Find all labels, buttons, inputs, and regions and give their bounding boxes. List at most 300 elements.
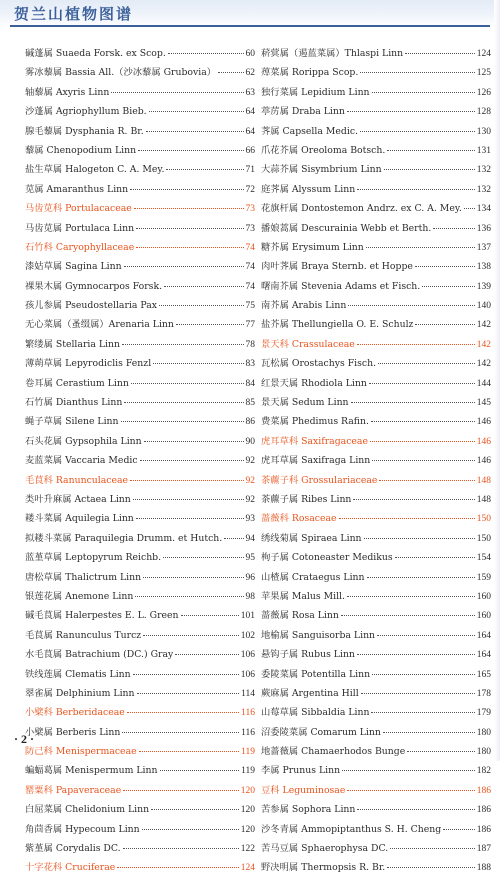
entry-page-number: 138 <box>476 262 491 273</box>
entry-page-number: 73 <box>245 204 255 215</box>
dot-leader <box>369 383 475 384</box>
toc-genus-entry <box>261 801 491 820</box>
entry-name: 裸果木属 Gymnocarpos Forsk. <box>25 280 163 292</box>
dot-leader <box>166 169 243 170</box>
dot-leader <box>144 441 244 442</box>
entry-name: 山莓草属 Sibbaldia Linn <box>261 707 370 719</box>
toc-genus-entry <box>25 297 255 316</box>
entry-name: 银莲花属 Anemone Linn <box>25 590 134 602</box>
entry-name: 碱蓬属 Suaeda Forsk. ex Scop. <box>25 48 166 59</box>
toc-genus-entry <box>261 607 491 626</box>
dot-leader <box>357 344 475 345</box>
toc-genus-entry <box>25 375 255 394</box>
dot-leader <box>367 577 475 578</box>
entry-name: 藜属 Chenopodium Linn <box>25 144 137 156</box>
entry-name: 麦蓝菜属 Vaccaria Medic <box>25 455 138 467</box>
entry-name: 景天科 Crassulaceae <box>261 338 355 350</box>
toc-family-entry <box>25 782 255 801</box>
page-number: · 2 · <box>14 732 35 746</box>
dot-leader <box>405 53 475 54</box>
entry-page-number: 96 <box>245 572 255 583</box>
entry-page-number: 154 <box>476 553 491 564</box>
entry-page-number: 150 <box>476 514 491 525</box>
dot-leader <box>351 402 475 403</box>
dot-leader <box>131 383 244 384</box>
dot-leader <box>383 732 475 733</box>
entry-page-number: 92 <box>245 475 255 486</box>
entry-name: 豆科 Leguminosae <box>261 784 346 796</box>
entry-name: 碱毛茛属 Halerpestes E. L. Green <box>25 610 179 622</box>
toc-genus-entry <box>25 45 255 64</box>
toc-genus-entry <box>261 142 491 161</box>
dot-leader <box>379 480 474 481</box>
dot-leader <box>360 72 474 73</box>
toc-genus-entry <box>261 161 491 180</box>
entry-page-number: 116 <box>241 708 255 719</box>
toc-genus-entry <box>25 685 255 704</box>
dot-leader <box>164 286 243 287</box>
entry-name: 爪花芥属 Oreoloma Botsch. <box>261 144 386 156</box>
entry-name: 盐生草属 Halogeton C. A. Mey. <box>25 164 165 176</box>
dot-leader <box>347 790 474 791</box>
toc-genus-entry <box>25 510 255 529</box>
toc-genus-entry <box>25 491 255 510</box>
toc-genus-entry <box>261 316 491 335</box>
toc-family-entry <box>261 433 491 452</box>
toc-genus-entry <box>261 181 491 200</box>
toc-genus-entry <box>261 258 491 277</box>
entry-name: 十字花科 Cruciferae <box>25 862 116 874</box>
entry-name: 雾冰藜属 Bassia All.（沙冰藜属 Grubovia） <box>25 67 217 79</box>
entry-page-number: 132 <box>476 184 491 195</box>
entry-page-number: 77 <box>245 320 255 331</box>
entry-name: 沙冬青属 Ammopiptanthus S. H. Cheng <box>261 823 442 835</box>
entry-name: 葶苈属 Draba Linn <box>261 106 345 118</box>
dot-leader <box>361 693 475 694</box>
entry-name: 独行菜属 Lepidium Linn <box>261 86 370 98</box>
entry-name: 漆姑草属 Sagina Linn <box>25 261 122 273</box>
entry-name: 虎耳草属 Saxifraga Linn <box>261 455 371 467</box>
dot-leader <box>372 674 475 675</box>
entry-name: 腺毛藜属 Dysphania R. Br. <box>25 125 144 137</box>
dot-leader <box>142 829 239 830</box>
toc-genus-entry <box>25 821 255 840</box>
entry-page-number: 160 <box>476 611 491 622</box>
entry-page-number: 74 <box>245 262 255 273</box>
toc-genus-entry <box>261 394 491 413</box>
dot-leader <box>366 247 475 248</box>
toc-left-column <box>25 45 255 879</box>
dot-leader <box>133 674 239 675</box>
dot-leader <box>347 596 475 597</box>
entry-page-number: 137 <box>476 242 491 253</box>
entry-page-number: 74 <box>245 242 255 253</box>
entry-name: 罂粟科 Papaveraceae <box>25 784 122 796</box>
dot-leader <box>123 848 239 849</box>
entry-page-number: 178 <box>476 688 491 699</box>
entry-page-number: 146 <box>476 417 491 428</box>
dot-leader <box>117 867 238 868</box>
toc-genus-entry <box>25 530 255 549</box>
dot-leader <box>433 228 474 229</box>
toc-genus-entry <box>25 607 255 626</box>
entry-name: 唐松草属 Thalictrum Linn <box>25 571 142 583</box>
dot-leader <box>143 635 239 636</box>
dot-leader <box>443 829 475 830</box>
entry-page-number: 106 <box>240 669 255 680</box>
entry-page-number: 85 <box>245 398 255 409</box>
toc-genus-entry <box>25 278 255 297</box>
entry-name: 翠雀属 Delphinium Linn <box>25 687 135 699</box>
toc-genus-entry <box>261 297 491 316</box>
entry-page-number: 120 <box>240 785 255 796</box>
entry-name: 沼委陵菜属 Comarum Linn <box>261 726 381 738</box>
entry-name: 沙蓬属 Agriophyllum Bieb. <box>25 106 147 118</box>
entry-page-number: 73 <box>245 223 255 234</box>
toc-genus-entry <box>25 646 255 665</box>
dot-leader <box>415 324 474 325</box>
entry-name: 庭荠属 Alyssum Linn <box>261 183 356 195</box>
dot-leader <box>378 363 475 364</box>
entry-page-number: 72 <box>245 184 255 195</box>
dot-leader <box>176 324 244 325</box>
dot-leader <box>357 809 474 810</box>
dot-leader <box>139 751 239 752</box>
dot-leader <box>371 421 475 422</box>
entry-page-number: 187 <box>476 844 491 855</box>
entry-name: 小檗科 Berberidaceae <box>25 707 125 719</box>
dot-leader <box>124 402 243 403</box>
dot-leader <box>122 344 244 345</box>
toc-genus-entry <box>261 704 491 723</box>
toc-genus-entry <box>25 569 255 588</box>
toc-genus-entry <box>25 801 255 820</box>
entry-page-number: 75 <box>245 301 255 312</box>
toc-genus-entry <box>261 278 491 297</box>
entry-page-number: 120 <box>240 805 255 816</box>
dot-leader <box>181 615 239 616</box>
entry-name: 防己科 Menispermaceae <box>25 746 137 758</box>
toc-family-entry <box>25 743 255 762</box>
toc-genus-entry <box>25 666 255 685</box>
entry-name: 盐芥属 Thellungiella O. E. Schulz <box>261 319 414 331</box>
toc-genus-entry <box>25 762 255 781</box>
entry-page-number: 71 <box>245 165 255 176</box>
entry-name: 石竹属 Dianthus Linn <box>25 397 123 409</box>
entry-page-number: 116 <box>241 727 255 738</box>
toc-genus-entry <box>261 355 491 374</box>
header-rule <box>10 25 490 27</box>
entry-page-number: 134 <box>476 204 491 215</box>
entry-page-number: 95 <box>245 553 255 564</box>
entry-page-number: 102 <box>240 630 255 641</box>
toc-genus-entry <box>25 161 255 180</box>
entry-page-number: 164 <box>476 650 491 661</box>
entry-name: 绣线菊属 Spiraea Linn <box>261 532 362 544</box>
entry-name: 南芥属 Arabis Linn <box>261 300 347 312</box>
dot-leader <box>372 92 475 93</box>
toc-genus-entry <box>25 840 255 859</box>
dot-leader <box>357 189 475 190</box>
dot-leader <box>390 848 475 849</box>
dot-leader <box>133 499 244 500</box>
entry-page-number: 126 <box>476 87 491 98</box>
entry-page-number: 90 <box>245 436 255 447</box>
entry-name: 蝇子草属 Silene Linn <box>25 416 119 428</box>
entry-page-number: 186 <box>476 785 491 796</box>
toc-genus-entry <box>261 859 491 878</box>
entry-page-number: 64 <box>245 126 255 137</box>
entry-page-number: 114 <box>241 688 255 699</box>
entry-page-number: 98 <box>245 591 255 602</box>
dot-leader <box>347 111 475 112</box>
entry-name: 菥蓂属（遏蓝菜属）Thlaspi Linn <box>261 48 404 59</box>
entry-page-number: 83 <box>245 359 255 370</box>
entry-page-number: 164 <box>476 630 491 641</box>
dot-leader <box>130 189 243 190</box>
dot-leader <box>387 867 475 868</box>
toc-genus-entry <box>25 258 255 277</box>
entry-name: 卷耳属 Cerastium Linn <box>25 377 129 389</box>
toc-genus-entry <box>261 762 491 781</box>
entry-page-number: 180 <box>476 747 491 758</box>
entry-page-number: 124 <box>240 863 255 874</box>
entry-page-number: 148 <box>476 475 491 486</box>
entry-name: 拟耧斗菜属 Paraquilegia Drumm. et Hutch. <box>25 532 223 544</box>
entry-page-number: 186 <box>476 805 491 816</box>
toc-genus-entry <box>25 142 255 161</box>
dot-leader <box>121 421 244 422</box>
dot-leader <box>124 266 244 267</box>
entry-name: 苋属 Amaranthus Linn <box>25 183 129 195</box>
toc-genus-entry <box>25 355 255 374</box>
entry-name: 马齿苋科 Portulacaceae <box>25 203 132 215</box>
entry-name: 毛茛属 Ranunculus Turcz <box>25 629 142 641</box>
toc-family-entry <box>261 336 491 355</box>
dot-leader <box>218 72 243 73</box>
toc-genus-entry <box>261 588 491 607</box>
entry-page-number: 146 <box>476 456 491 467</box>
dot-leader <box>384 169 475 170</box>
entry-page-number: 125 <box>476 68 491 79</box>
dot-leader <box>153 363 243 364</box>
toc-genus-entry <box>25 413 255 432</box>
entry-page-number: 188 <box>476 863 491 874</box>
entry-name: 铁线莲属 Clematis Linn <box>25 668 131 680</box>
toc-family-entry <box>261 510 491 529</box>
book-title: 贺兰山植物图谱 <box>14 5 134 23</box>
dot-leader <box>168 53 244 54</box>
entry-page-number: 148 <box>476 494 491 505</box>
toc-genus-entry <box>25 452 255 471</box>
entry-name: 苹果属 Malus Mill. <box>261 590 345 602</box>
entry-page-number: 186 <box>476 824 491 835</box>
dot-leader <box>415 266 475 267</box>
entry-page-number: 119 <box>241 766 255 777</box>
entry-page-number: 146 <box>476 436 491 447</box>
entry-name: 景天属 Sedum Linn <box>261 397 349 409</box>
dot-leader <box>364 538 475 539</box>
dot-leader <box>136 228 243 229</box>
toc-genus-entry <box>25 123 255 142</box>
toc-genus-entry <box>25 588 255 607</box>
dot-leader <box>127 712 239 713</box>
toc-genus-entry <box>261 627 491 646</box>
entry-page-number: 101 <box>240 611 255 622</box>
dot-leader <box>371 712 474 713</box>
entry-name: 无心菜属（蚤缀属）Arenaria Linn <box>25 319 174 331</box>
entry-page-number: 136 <box>476 223 491 234</box>
entry-page-number: 86 <box>245 417 255 428</box>
entry-page-number: 142 <box>476 359 491 370</box>
entry-name: 蔷薇属 Rosa Linn <box>261 610 339 622</box>
toc-genus-entry <box>261 646 491 665</box>
toc-genus-entry <box>261 840 491 859</box>
entry-page-number: 140 <box>476 301 491 312</box>
dot-leader <box>143 577 243 578</box>
toc-genus-entry <box>261 549 491 568</box>
entry-page-number: 144 <box>476 378 491 389</box>
dot-leader <box>140 460 244 461</box>
dot-leader <box>122 732 239 733</box>
toc-right-column <box>261 45 491 879</box>
entry-name: 大蒜芥属 Sisymbrium Linn <box>261 164 382 176</box>
toc-genus-entry <box>25 84 255 103</box>
entry-name: 轴藜属 Axyris Linn <box>25 86 110 98</box>
toc-genus-entry <box>261 491 491 510</box>
dot-leader <box>370 441 475 442</box>
dot-leader <box>464 208 475 209</box>
dot-leader <box>395 557 475 558</box>
entry-page-number: 130 <box>476 126 491 137</box>
dot-leader <box>387 150 474 151</box>
entry-page-number: 92 <box>245 494 255 505</box>
entry-page-number: 119 <box>241 747 255 758</box>
entry-page-number: 66 <box>245 145 255 156</box>
entry-page-number: 165 <box>476 669 491 680</box>
toc-genus-entry <box>261 64 491 83</box>
entry-page-number: 139 <box>476 281 491 292</box>
entry-name: 苦马豆属 Sphaerophysa DC. <box>261 843 389 855</box>
toc-genus-entry <box>261 200 491 219</box>
entry-name: 虎耳草科 Saxifragaceae <box>261 435 368 447</box>
entry-name: 曙南芥属 Stevenia Adams et Fisch. <box>261 280 421 292</box>
toc-genus-entry <box>261 45 491 64</box>
entry-name: 石竹科 Caryophyllaceae <box>25 241 135 253</box>
toc-genus-entry <box>261 103 491 122</box>
dot-leader <box>353 499 474 500</box>
entry-name: 野决明属 Thermopsis R. Br. <box>261 862 386 874</box>
entry-name: 孩儿参属 Pseudostellaria Pax <box>25 300 157 312</box>
dot-leader <box>149 111 244 112</box>
toc-genus-entry <box>261 821 491 840</box>
entry-name: 蝙蝠葛属 Menispermum Linn <box>25 765 158 777</box>
entry-page-number: 62 <box>245 68 255 79</box>
entry-page-number: 159 <box>476 572 491 583</box>
entry-name: 费菜属 Phedimus Rafin. <box>261 416 369 428</box>
entry-name: 类叶升麻属 Actaea Linn <box>25 493 131 505</box>
entry-page-number: 131 <box>476 145 491 156</box>
entry-page-number: 106 <box>240 650 255 661</box>
toc-genus-entry <box>261 685 491 704</box>
dot-leader <box>422 286 474 287</box>
dot-leader <box>360 131 475 132</box>
dot-leader <box>151 809 239 810</box>
entry-name: 荠属 Capsella Medic. <box>261 125 358 137</box>
toc-family-entry <box>25 472 255 491</box>
entry-name: 蔷薇科 Rosaceae <box>261 513 337 525</box>
toc-genus-entry <box>261 84 491 103</box>
entry-page-number: 92 <box>245 456 255 467</box>
dot-leader <box>136 518 244 519</box>
toc-family-entry <box>25 200 255 219</box>
entry-page-number: 150 <box>476 533 491 544</box>
entry-name: 薄蒴草属 Lepyrodiclis Fenzl <box>25 358 152 370</box>
entry-page-number: 160 <box>476 591 491 602</box>
toc-genus-entry <box>261 724 491 743</box>
toc-genus-entry <box>261 220 491 239</box>
entry-page-number: 78 <box>245 339 255 350</box>
toc-genus-entry <box>25 181 255 200</box>
page-header <box>0 0 500 28</box>
toc-genus-entry <box>261 375 491 394</box>
entry-name: 蓝堇草属 Leptopyrum Reichb. <box>25 552 162 564</box>
entry-name: 角茴香属 Hypecoum Linn <box>25 823 140 835</box>
page-edge-shade <box>494 0 500 761</box>
entry-page-number: 128 <box>476 107 491 118</box>
entry-name: 李属 Prunus Linn <box>261 765 341 777</box>
entry-name: 播娘蒿属 Descurainia Webb et Berth. <box>261 222 432 234</box>
dot-leader <box>348 305 474 306</box>
entry-page-number: 60 <box>245 49 255 59</box>
dot-leader <box>224 538 243 539</box>
entry-name: 繁缕属 Stellaria Linn <box>25 338 120 350</box>
toc-family-entry <box>261 782 491 801</box>
toc-genus-entry <box>261 743 491 762</box>
toc-genus-entry <box>25 433 255 452</box>
entry-name: 紫堇属 Corydalis DC. <box>25 843 121 855</box>
entry-page-number: 142 <box>476 339 491 350</box>
toc-genus-entry <box>25 549 255 568</box>
entry-name: 糖芥属 Erysimum Linn <box>261 241 364 253</box>
entry-name: 地榆属 Sanguisorba Linn <box>261 629 376 641</box>
entry-name: 委陵菜属 Potentilla Linn <box>261 668 371 680</box>
toc-genus-entry <box>25 316 255 335</box>
entry-page-number: 180 <box>476 727 491 738</box>
entry-name: 山楂属 Crataegus Linn <box>261 571 365 583</box>
entry-name: 水毛茛属 Batrachium (DC.) Gray <box>25 649 174 661</box>
entry-name: 悬钩子属 Rubus Linn <box>261 649 355 661</box>
dot-leader <box>134 208 244 209</box>
toc-genus-entry <box>25 627 255 646</box>
entry-page-number: 124 <box>476 49 491 59</box>
entry-name: 小檗属 Berberis Linn <box>25 726 121 738</box>
entry-name: 耧斗菜属 Aquilegia Linn <box>25 513 134 525</box>
entry-name: 马齿苋属 Portulaca Linn <box>25 222 135 234</box>
entry-name: 蔊菜属 Rorippa Scop. <box>261 67 359 79</box>
dot-leader <box>372 460 474 461</box>
entry-page-number: 64 <box>245 107 255 118</box>
toc-genus-entry <box>261 530 491 549</box>
toc-family-entry <box>25 239 255 258</box>
entry-page-number: 122 <box>240 844 255 855</box>
toc-genus-entry <box>25 724 255 743</box>
toc-genus-entry <box>261 452 491 471</box>
entry-name: 红景天属 Rhodiola Linn <box>261 377 367 389</box>
entry-page-number: 94 <box>245 533 255 544</box>
toc-genus-entry <box>261 413 491 432</box>
toc-genus-entry <box>261 239 491 258</box>
